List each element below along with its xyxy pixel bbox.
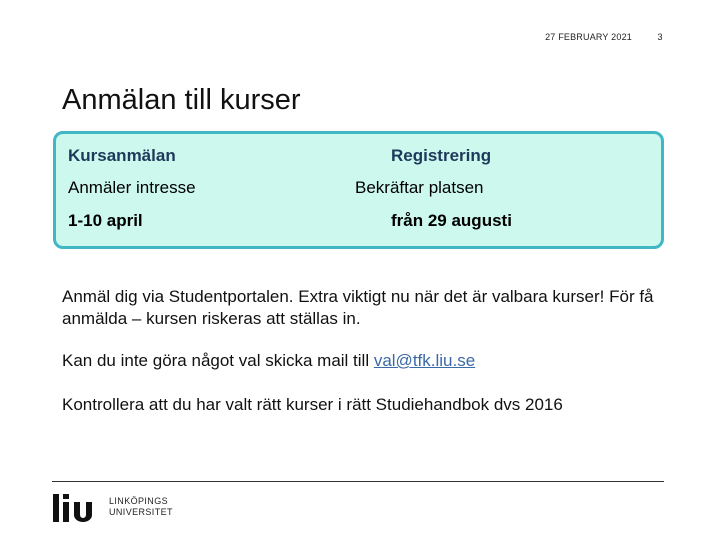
- check-handbook-note: Kontrollera att du har valt rätt kurser i rätt Studiehandbok dvs 2016: [62, 395, 563, 414]
- registration-instructions: Anmäl dig via Studentportalen. Extra viktigt nu när det är valbara kurser! För få anmälda – kursen riskeras att ställas in.: [62, 287, 654, 328]
- slide-title: Anmälan till kurser: [62, 84, 301, 116]
- footer-divider: [52, 481, 664, 482]
- university-name: [109, 496, 173, 518]
- contact-paragraph: [62, 350, 662, 372]
- registrering-dates: från 29 augusti: [391, 211, 512, 230]
- liu-logo-icon: [52, 492, 104, 524]
- logo-line-1: LINKÖPINGS: [109, 496, 169, 506]
- registrering-heading: Registrering: [391, 146, 492, 165]
- email-link[interactable]: val@tfk.liu.se: [373, 351, 476, 370]
- contact-text: Kan du inte göra något val skicka mail till: [62, 351, 374, 370]
- kursanmalan-dates: 1-10 april: [68, 211, 143, 230]
- logo-line-2: UNIVERSITET: [109, 507, 173, 517]
- page-number: 3: [657, 32, 663, 42]
- registrering-action: Bekräftar platsen: [355, 178, 484, 197]
- slide-date: 27 FEBRUARY 2021: [545, 32, 632, 42]
- university-logo: [52, 492, 182, 526]
- kursanmalan-heading: Kursanmälan: [68, 146, 176, 165]
- kursanmalan-action: Anmäler intresse: [68, 178, 196, 197]
- course-registration-box: [53, 131, 664, 249]
